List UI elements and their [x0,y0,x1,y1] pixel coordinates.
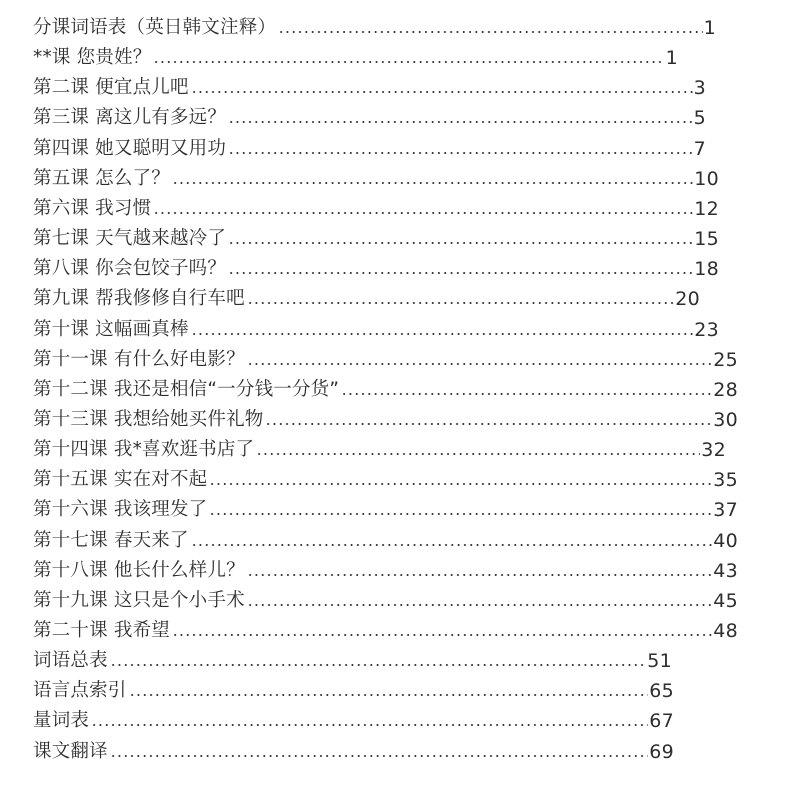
toc-entry-title: 第十八课 他长什么样儿？ [33,559,245,581]
toc-entry-vocabulary-index[interactable] [33,648,672,674]
toc-entry-title: 语言点索引 [33,680,127,702]
toc-entry-lesson-2[interactable] [33,75,706,101]
toc-entry-page-number: 30 [713,408,738,431]
toc-entry-lesson-13[interactable] [33,407,738,433]
dot-leader [278,15,703,41]
toc-entry-lesson-10[interactable] [33,317,719,343]
toc-entry-title: 第二课 便宜点儿吧 [33,77,189,99]
toc-entry-page-number: 23 [694,318,719,341]
dot-leader [228,105,693,131]
toc-entry-title: 第十课 这幅画真棒 [33,318,189,340]
dot-leader [129,678,649,704]
toc-entry-lesson-7[interactable] [33,226,719,252]
toc-entry-page-number: 5 [693,107,706,130]
dot-leader [228,136,693,162]
dot-leader [341,377,712,403]
toc-entry-page-number: 35 [713,469,738,492]
toc-entry-lesson-15[interactable] [33,467,738,493]
toc-entry-text-translations[interactable] [33,739,674,765]
toc-entry-title: 课文翻译 [33,740,108,762]
toc-entry-page-number: 32 [701,439,726,462]
toc-entry-title: 第二十课 我希望 [33,620,170,641]
toc-entry-page-number: 25 [713,348,738,371]
toc-entry-lesson-11[interactable] [33,347,738,373]
toc-entry-lesson-14[interactable] [33,437,726,463]
toc-entry-page-number: 18 [694,258,719,281]
toc-entry-title: 第九课 帮我修修自行车吧 [33,288,245,310]
dot-leader [228,256,693,282]
toc-entry-page-number: 69 [649,740,674,763]
toc-entry-title: 第八课 你会包饺子吗？ [33,258,227,280]
dot-leader [247,558,712,584]
toc-entry-title: 第十二课 我还是相信“一分钱一分货” [33,378,340,400]
toc-entry-page-number: 1 [665,47,678,70]
toc-entry-title: 词语总表 [33,650,108,672]
dot-leader [228,226,693,252]
toc-entry-page-number: 37 [713,499,738,522]
toc-entry-title: **课 您贵姓？ [33,47,152,69]
toc-entry-page-number: 20 [675,288,700,311]
toc-entry-page-number: 48 [713,620,738,642]
dot-leader [110,739,648,765]
dot-leader [191,528,713,554]
toc-entry-lesson-20[interactable] [33,618,738,644]
toc-entry-vocabulary-by-lesson[interactable] [33,15,716,41]
toc-entry-title: 第十九课 这只是个小手术 [33,589,245,611]
toc-entry-title: 第十六课 我该理发了 [33,499,208,521]
toc-entry-title: 第十七课 春天来了 [33,529,189,551]
toc-entry-measure-words[interactable] [33,708,674,734]
toc-entry-lesson-9[interactable] [33,286,700,312]
dot-leader [172,618,712,644]
toc-entry-title: 第十四课 我*喜欢逛书店了 [33,439,255,461]
dot-leader [191,317,694,343]
toc-entry-title: 第三课 离这儿有多远？ [33,107,227,129]
dot-leader [172,166,693,192]
toc-entry-lesson-19[interactable] [33,588,738,614]
toc-entry-lesson-16[interactable] [33,497,738,523]
toc-entry-page-number: 15 [694,228,719,251]
toc-entry-title: 第十五课 实在对不起 [33,469,208,491]
toc-entry-title: 第六课 我习惯 [33,197,152,219]
toc-entry-title: 分课词语表（英日韩文注释） [33,17,277,38]
toc-entry-lesson-17[interactable] [33,528,738,554]
dot-leader [153,45,664,71]
dot-leader [247,347,712,373]
dot-leader [110,648,646,674]
toc-entry-title: 第十三课 我想给她买件礼物 [33,408,264,430]
toc-entry-page-number: 51 [647,650,672,673]
dot-leader [265,407,712,433]
toc-entry-lesson-6[interactable] [33,196,719,222]
toc-entry-lesson-18[interactable] [33,558,738,584]
toc-entry-page-number: 65 [649,680,674,703]
toc-entry-page-number: 3 [693,77,706,100]
toc-entry-lesson-8[interactable] [33,256,719,282]
toc-entry-page-number: 43 [713,559,738,582]
toc-entry-title: 量词表 [33,710,90,732]
dot-leader [191,75,693,101]
toc-entry-lesson-12[interactable] [33,377,738,403]
toc-entry-title: 第四课 她又聪明又用功 [33,137,227,159]
dot-leader [247,588,712,614]
toc-entry-page-number: 10 [694,167,719,190]
dot-leader [209,467,712,493]
toc-entry-title: 第十一课 有什么好电影？ [33,348,245,370]
toc-entry-page-number: 7 [693,137,706,160]
toc-entry-lesson-4[interactable] [33,136,706,162]
toc-entry-page-number: 45 [713,589,738,612]
toc-entry-title: 第七课 天气越来越冷了 [33,228,227,250]
dot-leader [247,286,674,312]
dot-leader [153,196,693,222]
toc-entry-page-number: 12 [694,197,719,220]
toc-entry-page-number: 28 [713,378,738,401]
dot-leader [209,497,712,523]
toc-entry-page-number: 67 [649,710,674,733]
dot-leader [256,437,700,463]
toc-entry-lesson-3[interactable] [33,105,706,131]
dot-leader [91,708,648,734]
toc-entry-page-number: 1 [703,17,716,39]
toc-entry-grammar-index[interactable] [33,678,674,704]
toc-entry-page-number: 40 [713,529,738,552]
toc-entry-lesson-5[interactable] [33,166,719,192]
toc-entry-title: 第五课 怎么了？ [33,167,170,189]
toc-entry-lesson-1[interactable] [33,45,678,71]
